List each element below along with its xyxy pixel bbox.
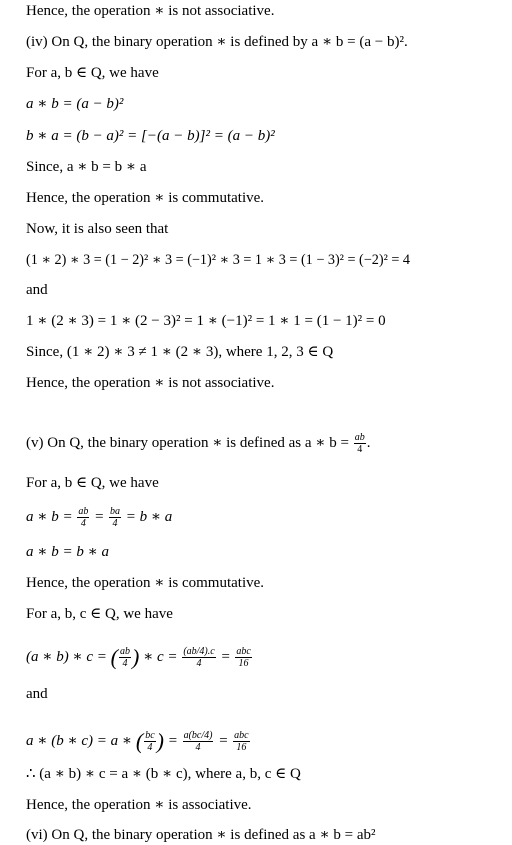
left-paren: (	[135, 728, 144, 754]
math-line: a ∗ b = (a − b)²	[26, 96, 124, 112]
fraction-numerator: ba	[109, 506, 120, 517]
definition-text: (v) On Q, the binary operation ∗ is defined as a ∗ b =	[26, 434, 349, 451]
math-line: b ∗ a = (b − a)² = [−(a − b)]² = (a − b)²	[26, 128, 275, 144]
fraction-numerator: abc	[236, 646, 251, 657]
fraction-numerator: ab	[354, 432, 365, 443]
fraction-abc-over-16	[235, 646, 251, 669]
definition-line	[26, 432, 370, 455]
text-line: Since, (1 ∗ 2) ∗ 3 ≠ 1 ∗ (2 ∗ 3), where 1, 2, 3 ∈ Q	[26, 344, 334, 360]
math-line	[26, 646, 253, 669]
text-line: Hence, the operation ∗ is commutative.	[26, 575, 265, 591]
text-line: ∴ (a ∗ b) ∗ c = a ∗ (b ∗ c), where a, b, c ∈ Q	[26, 766, 301, 782]
fraction-abc-over-16	[233, 730, 249, 753]
fraction-numerator: a(bc/4)	[183, 730, 213, 741]
text-line: Hence, the operation ∗ is not associative.	[26, 3, 275, 19]
math-segment: a ∗ b =	[26, 508, 73, 525]
math-segment: =	[94, 508, 105, 525]
text-line: and	[26, 282, 48, 298]
fraction-nested-over-4	[182, 646, 215, 669]
text-line: and	[26, 686, 48, 702]
text-line: Hence, the operation ∗ is commutative.	[26, 190, 265, 206]
fraction-denominator: 4	[122, 658, 128, 669]
math-segment: = b ∗ a	[125, 508, 173, 525]
right-paren: )	[132, 644, 140, 670]
text-line: For a, b ∈ Q, we have	[26, 475, 159, 491]
math-segment: =	[167, 732, 178, 749]
text-line: Now, it is also seen that	[26, 221, 169, 237]
period: .	[366, 434, 371, 451]
fraction-denominator: 4	[196, 658, 202, 669]
math-segment: =	[220, 648, 231, 665]
text-line: For a, b ∈ Q, we have	[26, 65, 159, 81]
fraction-denominator: 4	[80, 518, 86, 529]
right-paren: )	[156, 728, 164, 754]
left-paren: (	[110, 644, 118, 670]
fraction-numerator: (ab/4).c	[183, 646, 215, 657]
math-line: (1 ∗ 2) ∗ 3 = (1 − 2)² ∗ 3 = (−1)² ∗ 3 = 1 ∗ 3 = (1 − 3)² = (−2)² = 4	[26, 252, 411, 268]
math-segment: ∗ c =	[143, 648, 178, 665]
fraction-ba-over-4	[109, 506, 121, 529]
fraction-denominator: 16	[238, 658, 249, 669]
text-line: Hence, the operation ∗ is not associative.	[26, 375, 275, 391]
text-line: Hence, the operation ∗ is associative.	[26, 797, 252, 813]
math-line: a ∗ b = b ∗ a	[26, 544, 110, 560]
text-line: (iv) On Q, the binary operation ∗ is defined by a ∗ b = (a − b)².	[26, 34, 408, 50]
fraction-numerator: ab	[78, 506, 89, 517]
math-line: 1 ∗ (2 ∗ 3) = 1 ∗ (2 − 3)² = 1 ∗ (−1)² = 1 ∗ 1 = (1 − 1)² = 0	[26, 313, 386, 329]
text-line: (vi) On Q, the binary operation ∗ is defined as a ∗ b = ab²	[26, 827, 376, 843]
math-segment: a ∗ (b ∗ c) = a ∗	[26, 732, 133, 749]
fraction-numerator: abc	[234, 730, 249, 741]
fraction-numerator: ab	[120, 646, 130, 657]
fraction-ab-over-4	[77, 506, 89, 529]
fraction-denominator: 16	[236, 742, 247, 753]
fraction-bc-over-4	[144, 730, 155, 753]
fraction-numerator: bc	[145, 730, 155, 741]
math-line	[26, 730, 251, 753]
math-segment: (a ∗ b) ∗ c =	[26, 648, 107, 665]
fraction-denominator: 4	[357, 444, 363, 455]
fraction-ab-over-4	[354, 432, 366, 455]
fraction-denominator: 4	[112, 518, 118, 529]
text-line: For a, b, c ∈ Q, we have	[26, 606, 173, 622]
fraction-denominator: 4	[147, 742, 153, 753]
math-line	[26, 506, 172, 529]
fraction-ab-over-4	[119, 646, 131, 669]
text-line: Since, a ∗ b = b ∗ a	[26, 159, 147, 175]
math-segment: =	[218, 732, 229, 749]
fraction-denominator: 4	[195, 742, 201, 753]
fraction-nested-over-4	[183, 730, 214, 753]
